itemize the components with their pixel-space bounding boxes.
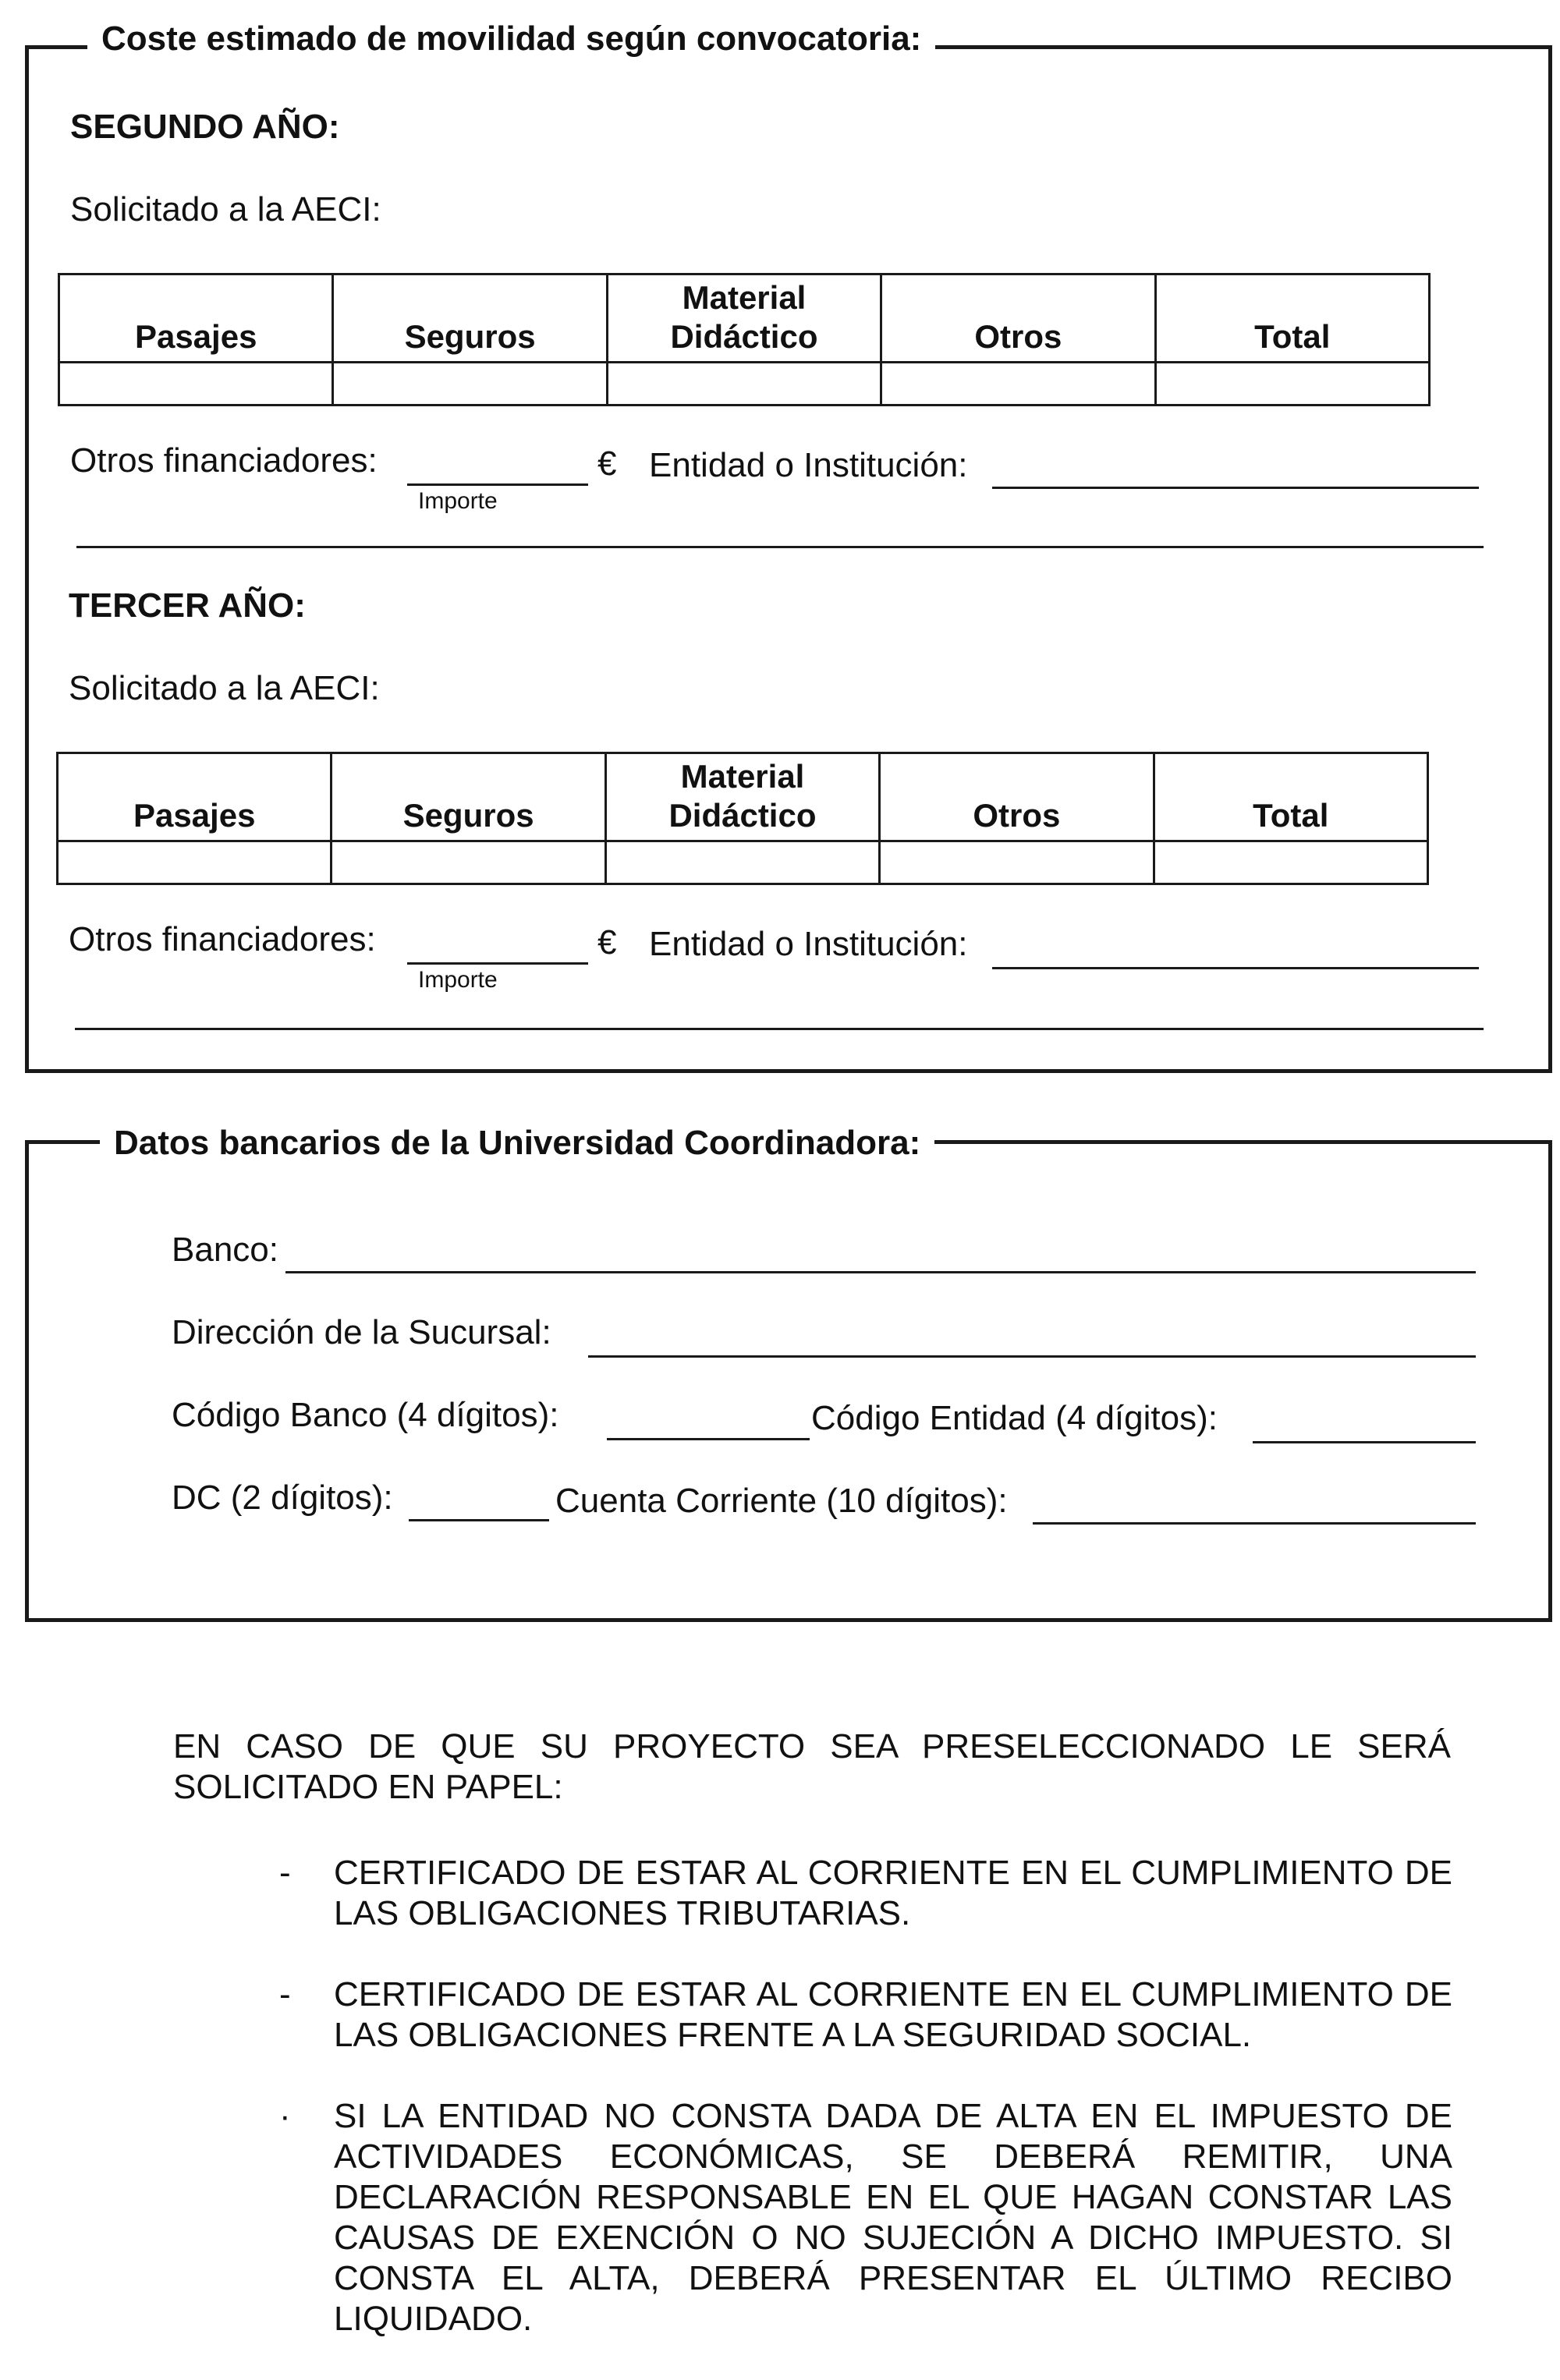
dc-label: DC (2 dígitos): — [172, 1479, 393, 1517]
pasajes-value-cell[interactable] — [59, 363, 333, 406]
dc-line[interactable] — [409, 1519, 549, 1521]
bank-label: Banco: — [172, 1231, 278, 1269]
list-item — [279, 1974, 1452, 2056]
column-header-seguros: Seguros — [332, 753, 605, 841]
branch-address-line[interactable] — [588, 1355, 1476, 1358]
second-year-entity-label: Entidad o Institución: — [649, 446, 968, 484]
mobility-cost-title: Coste estimado de movilidad según convocatoria: — [87, 17, 935, 61]
bank-line[interactable] — [285, 1271, 1476, 1273]
total-value-cell[interactable] — [1154, 841, 1427, 884]
list-item — [279, 1853, 1452, 1934]
pasajes-value-cell[interactable] — [58, 841, 332, 884]
third-year-heading: TERCER AÑO: — [69, 586, 306, 625]
branch-address-label: Dirección de la Sucursal: — [172, 1313, 551, 1351]
column-header-otros: Otros — [880, 753, 1154, 841]
second-year-heading: SEGUNDO AÑO: — [70, 108, 340, 146]
bank-data-box — [25, 1140, 1552, 1622]
column-header-total: Total — [1155, 274, 1429, 363]
third-year-entity-label: Entidad o Institución: — [649, 925, 968, 963]
column-header-seguros: Seguros — [333, 274, 607, 363]
bank-code-line[interactable] — [607, 1438, 810, 1440]
material-didactico-value-cell[interactable] — [607, 363, 881, 406]
entity-code-label: Código Entidad (4 dígitos): — [811, 1399, 1218, 1437]
second-year-currency: € — [597, 444, 617, 483]
preselection-notice: EN CASO DE QUE SU PROYECTO SEA PRESELECCIONADO LE SERÁ SOLICITADO EN PAPEL: — [173, 1727, 1451, 1806]
required-documents-list — [279, 1853, 1452, 2380]
bank-code-label: Código Banco (4 dígitos): — [172, 1396, 559, 1434]
second-year-amount-line[interactable] — [407, 483, 588, 486]
second-year-amount-caption: Importe — [418, 488, 498, 514]
list-item — [279, 2096, 1452, 2339]
column-header-pasajes: Pasajes — [58, 753, 332, 841]
column-header-material-didactico: Material Didáctico — [605, 753, 879, 841]
seguros-value-cell[interactable] — [333, 363, 607, 406]
third-year-currency: € — [597, 923, 617, 962]
otros-value-cell[interactable] — [880, 841, 1154, 884]
list-marker: · — [279, 2097, 291, 2135]
otros-value-cell[interactable] — [881, 363, 1155, 406]
third-year-entity-line[interactable] — [992, 967, 1479, 969]
bank-data-title: Datos bancarios de la Universidad Coordinadora: — [100, 1121, 934, 1165]
third-year-entity-line-2[interactable] — [75, 1028, 1484, 1030]
third-year-other-funders-label: Otros financiadores: — [69, 920, 376, 958]
entity-code-line[interactable] — [1253, 1441, 1476, 1443]
second-year-cost-table — [58, 273, 1431, 406]
list-marker: - — [279, 1854, 291, 1892]
third-year-amount-caption: Importe — [418, 967, 498, 993]
column-header-pasajes: Pasajes — [59, 274, 333, 363]
account-line[interactable] — [1033, 1522, 1476, 1525]
material-didactico-value-cell[interactable] — [605, 841, 879, 884]
third-year-requested-label: Solicitado a la AECI: — [69, 669, 380, 707]
column-header-otros: Otros — [881, 274, 1155, 363]
total-value-cell[interactable] — [1155, 363, 1429, 406]
column-header-total: Total — [1154, 753, 1427, 841]
third-year-cost-table — [56, 752, 1429, 885]
third-year-amount-line[interactable] — [407, 962, 588, 965]
second-year-requested-label: Solicitado a la AECI: — [70, 190, 381, 228]
second-year-other-funders-label: Otros financiadores: — [70, 441, 378, 480]
list-item-text: CERTIFICADO DE ESTAR AL CORRIENTE EN EL CUMPLIMIENTO DE LAS OBLIGACIONES FRENTE A LA SEGURIDAD SOCIAL. — [334, 1975, 1452, 2054]
column-header-material-didactico: Material Didáctico — [607, 274, 881, 363]
list-item-text: CERTIFICADO DE ESTAR AL CORRIENTE EN EL CUMPLIMIENTO DE LAS OBLIGACIONES TRIBUTARIAS. — [334, 1854, 1452, 1932]
second-year-entity-line-2[interactable] — [76, 546, 1484, 548]
seguros-value-cell[interactable] — [332, 841, 605, 884]
account-label: Cuenta Corriente (10 dígitos): — [555, 1482, 1008, 1520]
second-year-entity-line[interactable] — [992, 487, 1479, 489]
list-marker: - — [279, 1975, 291, 2013]
list-item-text: SI LA ENTIDAD NO CONSTA DADA DE ALTA EN EL IMPUESTO DE ACTIVIDADES ECONÓMICAS, SE DEBERÁ REMITIR, UNA DECLARACIÓN RESPONSABLE EN EL QUE HAGAN CONSTAR LAS CAUSAS DE EXENCIÓN O NO SUJECIÓN A DICHO IMPUESTO. SI CONSTA EL ALTA, DEBERÁ PRESENTAR EL ÚLTIMO RECIBO LIQUIDADO. — [334, 2097, 1452, 2338]
